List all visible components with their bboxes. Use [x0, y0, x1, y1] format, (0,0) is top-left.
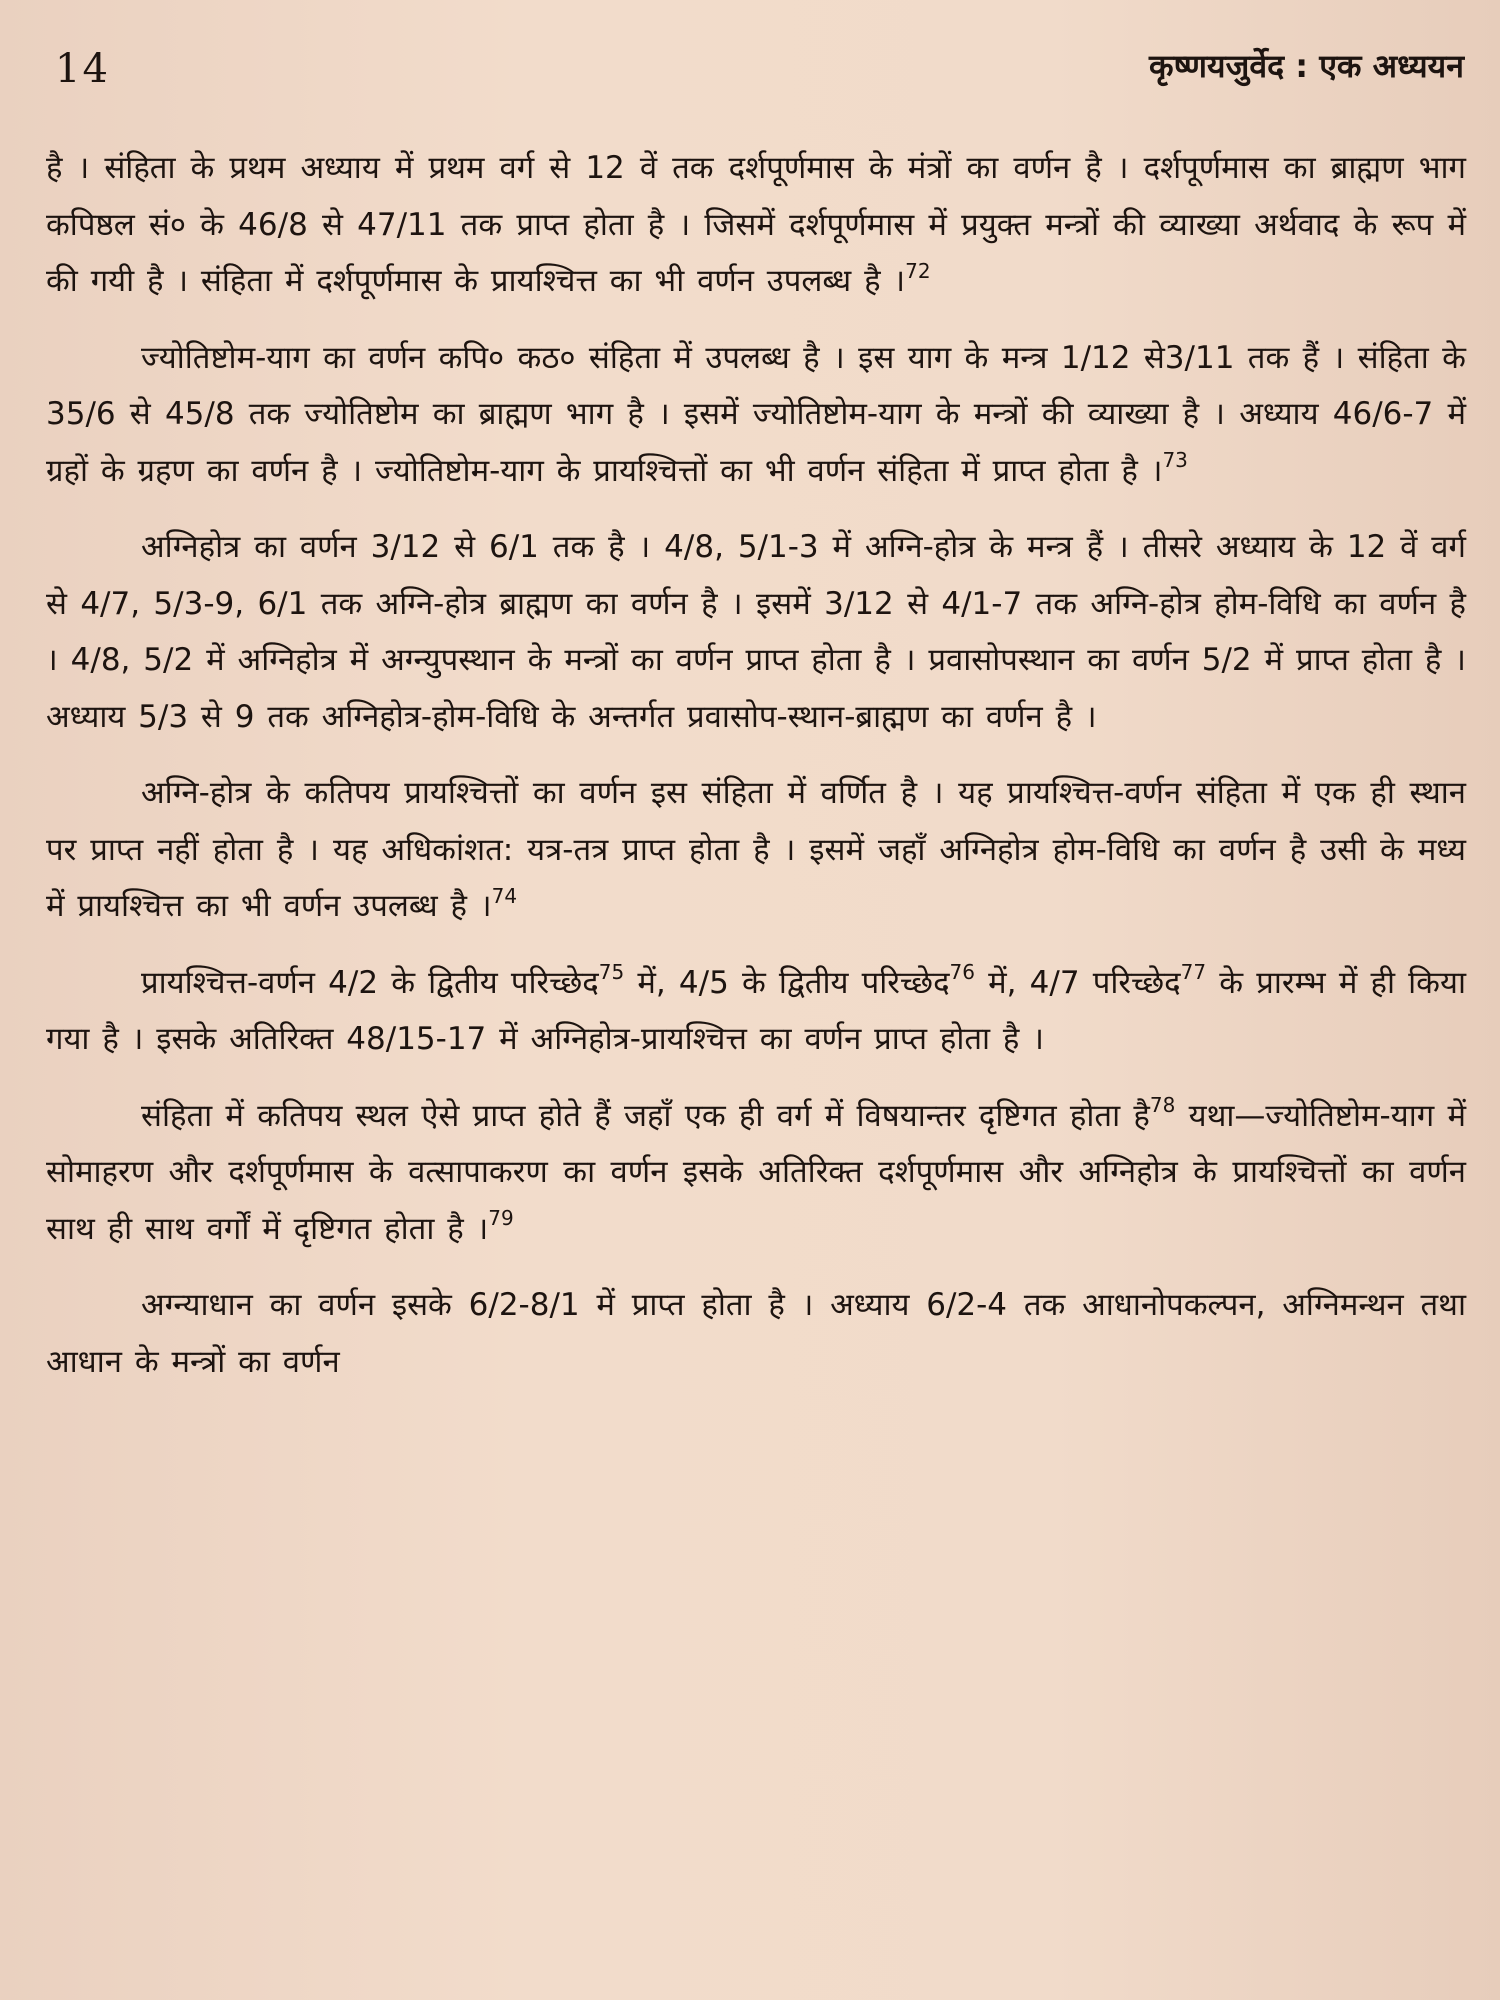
- paragraph-2: [46, 330, 1466, 500]
- footnote-marker: 75: [598, 960, 625, 985]
- paragraph-1: [46, 140, 1466, 310]
- paragraph-3: [46, 519, 1466, 745]
- paragraph-text: अग्न्याधान का वर्णन इसके 6/2-8/1 में प्राप्त होता है । अध्याय 6/2-4 तक आधानोपकल्पन, अग्निमन्थन तथा आधान के मन्त्रों का वर्णन: [46, 1287, 1466, 1380]
- paragraph-text: अग्नि-होत्र के कतिपय प्रायश्चित्तों का वर्णन इस संहिता में वर्णित है । यह प्रायश्चित्त-वर्णन संहिता में एक ही स्थान पर प्राप्त नहीं होता है । यह अधिकांशत: यत्र-तत्र प्राप्त होता है । इसमें जहाँ अग्निहोत्र होम-विधि का वर्णन है उसी के मध्य में प्रायश्चित्त का भी वर्णन उपलब्ध है ।: [46, 775, 1466, 924]
- paragraph-text: में, 4/7 परिच्छेद: [974, 964, 1181, 1001]
- paragraph-text: है । संहिता के प्रथम अध्याय में प्रथम वर्ग से 12 वें तक दर्शपूर्णमास के मंत्रों का वर्णन है । दर्शपूर्णमास का ब्राह्मण भाग कपिष्ठल सं० के 46/8 से 47/11 तक प्राप्त होता है । जिसमें दर्शपूर्णमास में प्रयुक्त मन्त्रों की व्याख्या अर्थवाद के रूप में की गयी है । संहिता में दर्शपूर्णमास के प्रायश्चित्त का भी वर्णन उपलब्ध है ।: [46, 150, 1466, 299]
- paragraph-7: [46, 1277, 1466, 1390]
- paragraph-text: संहिता में कतिपय स्थल ऐसे प्राप्त होते हैं जहाँ एक ही वर्ग में विषयान्तर दृष्टिगत होता है: [141, 1097, 1150, 1134]
- footnote-marker: 74: [491, 883, 518, 908]
- paragraph-text: यथा—ज्योतिष्टोम-याग में सोमाहरण और दर्शपूर्णमास के वत्सापाकरण का वर्णन इसके अतिरिक्त दर्शपूर्णमास और अग्निहोत्र के प्रायश्चित्तों का वर्णन साथ ही साथ वर्गों में दृष्टिगत होता है ।: [46, 1097, 1466, 1247]
- footnote-marker: 73: [1162, 448, 1188, 473]
- paragraph-text: में, 4/5 के द्वितीय परिच्छेद: [624, 964, 950, 1001]
- footnote-marker: 79: [488, 1206, 514, 1231]
- paragraph-4: [46, 765, 1466, 935]
- footnote-marker: 76: [949, 960, 975, 985]
- footnote-marker: 72: [905, 258, 931, 283]
- page-number: 14: [55, 46, 110, 92]
- footnote-marker: 77: [1180, 960, 1207, 985]
- paragraph-text: ज्योतिष्टोम-याग का वर्णन कपि० कठ० संहिता में उपलब्ध है । इस याग के मन्त्र 1/12 से3/11 तक हैं । संहिता के 35/6 से 45/8 तक ज्योतिष्टोम का ब्राह्मण भाग है । इसमें ज्योतिष्टोम-याग के मन्त्रों की व्याख्या है । अध्याय 46/6-7 में ग्रहों के ग्रहण का वर्णन है । ज्योतिष्टोम-याग के प्रायश्चित्तों का भी वर्णन संहिता में प्राप्त होता है ।: [46, 339, 1466, 489]
- paragraph-6: [46, 1088, 1466, 1258]
- paragraph-text: प्रायश्चित्त-वर्णन 4/2 के द्वितीय परिच्छेद: [141, 964, 599, 1001]
- paragraph-5: [46, 955, 1466, 1068]
- paragraph-text: अग्निहोत्र का वर्णन 3/12 से 6/1 तक है । 4/8, 5/1-3 में अग्नि-होत्र के मन्त्र हैं । तीसरे अध्याय के 12 वें वर्ग से 4/7, 5/3-9, 6/1 तक अग्नि-होत्र ब्राह्मण का वर्णन है । इसमें 3/12 से 4/1-7 तक अग्नि-होत्र होम-विधि का वर्णन है । 4/8, 5/2 में अग्निहोत्र में अग्न्युपस्थान के मन्त्रों का वर्णन प्राप्त होता है । प्रवासोपस्थान का वर्णन 5/2 में प्राप्त होता है । अध्याय 5/3 से 9 तक अग्निहोत्र-होम-विधि के अन्तर्गत प्रवासोप-स्थान-ब्राह्मण का वर्णन है ।: [46, 529, 1466, 735]
- footnote-marker: 78: [1149, 1093, 1176, 1118]
- paragraph-text: के प्रारम्भ में ही किया गया है । इसके अतिरिक्त 48/15-17 में अग्निहोत्र-प्रायश्चित्त का वर्णन प्राप्त होता है ।: [46, 964, 1466, 1057]
- body-text: [46, 140, 1466, 1400]
- running-title: कृष्णयजुर्वेद : एक अध्ययन: [1149, 47, 1464, 85]
- page-header: [0, 36, 1500, 106]
